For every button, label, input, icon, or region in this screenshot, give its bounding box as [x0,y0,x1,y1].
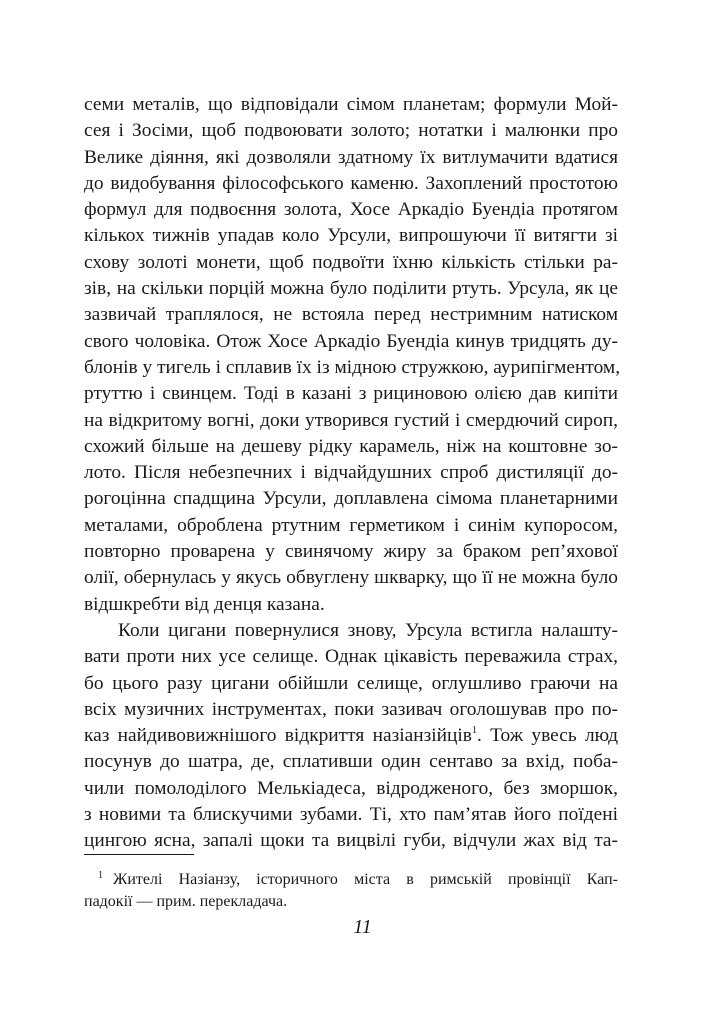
text-line: семи металів, що відповідали сімом планетам; формули Мой- [84,94,618,115]
paragraph-end-line: відшкребти від денця казана. [84,593,325,615]
text-line: Велике діяння, які дозволяли здатному їх витлумачити вдатися [84,146,618,168]
footnote-line: падокії — прим. перекладача. [84,893,288,911]
text-line: ртуттю і свинцем. Тоді в казані з рициновою олією дав кипіти [84,383,618,405]
text-line: з новими та блискучими зубами. Ті, хто пам’ятав його поїдені [84,804,618,826]
text-line: до видобування філософського каменю. Захоплений простотою [84,172,618,194]
text-line: олії, обернулась у якусь обвуглену шкварку, що її не можна було [84,567,618,589]
text-line: рогоцінна спадщина Урсули, доплавлена сімома планетарними [84,488,618,510]
text-line: повторно проварена у свинячому жиру за браком реп’яхової [84,541,618,563]
page-number: 11 [353,916,372,938]
text-line-with-footnote: каз найдивовижнішого відкриття назіанзійців$^1$. Тож увесь люд [84,725,618,747]
text-line: чили помолоділого Мелькіадеса, відродженого, без зморшок, [84,777,618,799]
footnote-reference[interactable]: 1 [471,725,477,737]
text-line: лото. Після небезпечних і відчайдушних спроб дистиляції до- [84,462,618,484]
text-line: сея і Зосіми, щоб подвоювати золото; нотатки і малюнки про [84,120,618,142]
text-line: зів, на скільки порцій можна було поділити ртуть. Урсула, як це [84,278,618,300]
text-line: всіх музичних інструментах, поки зазивач оголошував про по- [84,698,618,720]
text-line: на відкритому вогні, доки утворився густий і смердючий сироп, [84,409,618,431]
text-line: формул для подвоєння золота, Хосе Аркадіо Буендіа протягом [84,199,618,221]
text-line: схожий більше на дешеву рідку карамель, ніж на коштовне зо- [84,435,618,457]
footnote-line [84,864,618,890]
text-line: цингою ясна, запалі щоки та вицвілі губи, відчули жах від та- [84,830,618,852]
text-line: посунув до шатра, де, сплативши один сентаво за вхід, поба- [84,751,618,773]
footnote-text: Жителі Назіанзу, історичного міста в римській провінції Кап- [113,871,618,888]
text-line: зазвичай траплялося, не встояла перед нестримним натиском [84,304,618,326]
footnote [84,864,618,917]
text-line: вати проти них усе селище. Однак цікавість переважила страх, [84,646,618,668]
text-line: бо цього разу цигани обійшли селище, оглушливо граючи на [84,672,618,694]
text-segment: каз найдивовижнішого відкриття назіанзійців [84,725,472,747]
text-line: свого чоловіка. Отож Хосе Аркадіо Буендіа кинув тридцять ду- [84,330,618,352]
text-line: металами, оброблена ртутним герметиком і синім купоросом, [84,514,618,536]
text-line: кількох тижнів упадав коло Урсули, випрошуючи її витягти зі [84,225,618,247]
text-line: схову золоті монети, щоб подвоїти їхню кількість стільки ра- [84,251,618,273]
text-segment: Тож увесь люд [490,725,618,747]
body-text [84,92,621,855]
footnote-mark: 1 [98,870,103,881]
paragraph-start-line: Коли цигани повернулися знову, Урсула встигла налашту- [118,619,618,641]
footnote-divider [84,854,194,855]
text-line: блонів у тигель і сплавив їх із мідною стружкою, аурипігментом, [84,356,621,378]
